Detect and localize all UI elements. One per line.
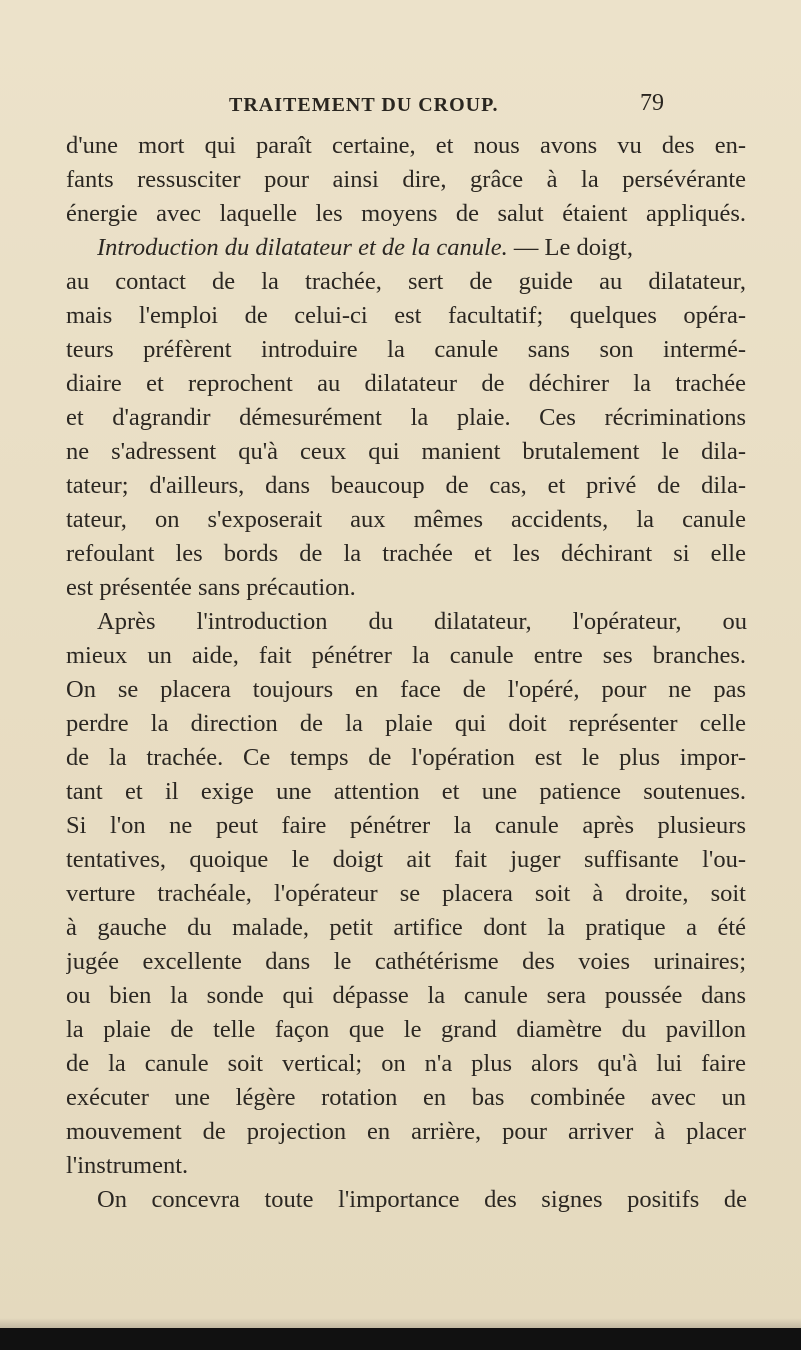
text-line: jugée excellente dans le cathétérisme des voies urinaires; xyxy=(66,948,746,975)
text-line: énergie avec laquelle les moyens de salut étaient appliqués. xyxy=(66,200,746,227)
text-line: à gauche du malade, petit artifice dont la pratique a été xyxy=(66,914,746,941)
text-line: mouvement de projection en arrière, pour arriver à placer xyxy=(66,1118,746,1145)
text-line: de la trachée. Ce temps de l'opération est le plus impor- xyxy=(66,744,746,771)
running-head: TRAITEMENT DU CROUP. xyxy=(229,94,499,116)
text-line: Si l'on ne peut faire pénétrer la canule après plusieurs xyxy=(66,812,746,839)
page-header xyxy=(0,90,801,124)
text-line: est présentée sans précaution. xyxy=(66,574,356,601)
text-line: refoulant les bords de la trachée et les déchirant si elle xyxy=(66,540,746,567)
text-line: l'instrument. xyxy=(66,1152,189,1179)
text-line: tateur; d'ailleurs, dans beaucoup de cas, et privé de dila- xyxy=(66,472,746,499)
text-line: Après l'introduction du dilatateur, l'opérateur, ou xyxy=(97,608,747,635)
text-line: la plaie de telle façon que le grand diamètre du pavillon xyxy=(66,1016,746,1043)
page-number: 79 xyxy=(640,90,664,116)
text-line: perdre la direction de la plaie qui doit représenter celle xyxy=(66,710,746,737)
text-line: ou bien la sonde qui dépasse la canule sera poussée dans xyxy=(66,982,746,1009)
text-line: verture trachéale, l'opérateur se placera soit à droite, soit xyxy=(66,880,746,907)
text-line: tant et il exige une attention et une patience soutenues. xyxy=(66,778,746,805)
text-line: ne s'adressent qu'à ceux qui manient brutalement le dila- xyxy=(66,438,746,465)
text-line: mieux un aide, fait pénétrer la canule entre ses branches. xyxy=(66,642,746,669)
text-line: fants ressusciter pour ainsi dire, grâce à la persévérante xyxy=(66,166,746,193)
text-line: au contact de la trachée, sert de guide au dilatateur, xyxy=(66,268,746,295)
text-line-section xyxy=(97,229,747,267)
scan-bottom-border xyxy=(0,1328,801,1350)
text-line: et d'agrandir démesurément la plaie. Ces récriminations xyxy=(66,404,746,431)
section-lead: — Le doigt, xyxy=(507,234,633,261)
text-line: On se placera toujours en face de l'opéré, pour ne pas xyxy=(66,676,746,703)
text-line: exécuter une légère rotation en bas combinée avec un xyxy=(66,1084,746,1111)
text-line: d'une mort qui paraît certaine, et nous avons vu des en- xyxy=(66,132,746,159)
text-line: On concevra toute l'importance des signes positifs de xyxy=(97,1186,747,1213)
text-line: teurs préfèrent introduire la canule sans son intermé- xyxy=(66,336,746,363)
text-line: mais l'emploi de celui-ci est facultatif; quelques opéra- xyxy=(66,302,746,329)
text-line: de la canule soit vertical; on n'a plus alors qu'à lui faire xyxy=(66,1050,746,1077)
section-heading: Introduction du dilatateur et de la canule. xyxy=(97,234,508,261)
text-line: diaire et reprochent au dilatateur de déchirer la trachée xyxy=(66,370,746,397)
text-line: tateur, on s'exposerait aux mêmes accidents, la canule xyxy=(66,506,746,533)
text-line: tentatives, quoique le doigt ait fait juger suffisante l'ou- xyxy=(66,846,746,873)
